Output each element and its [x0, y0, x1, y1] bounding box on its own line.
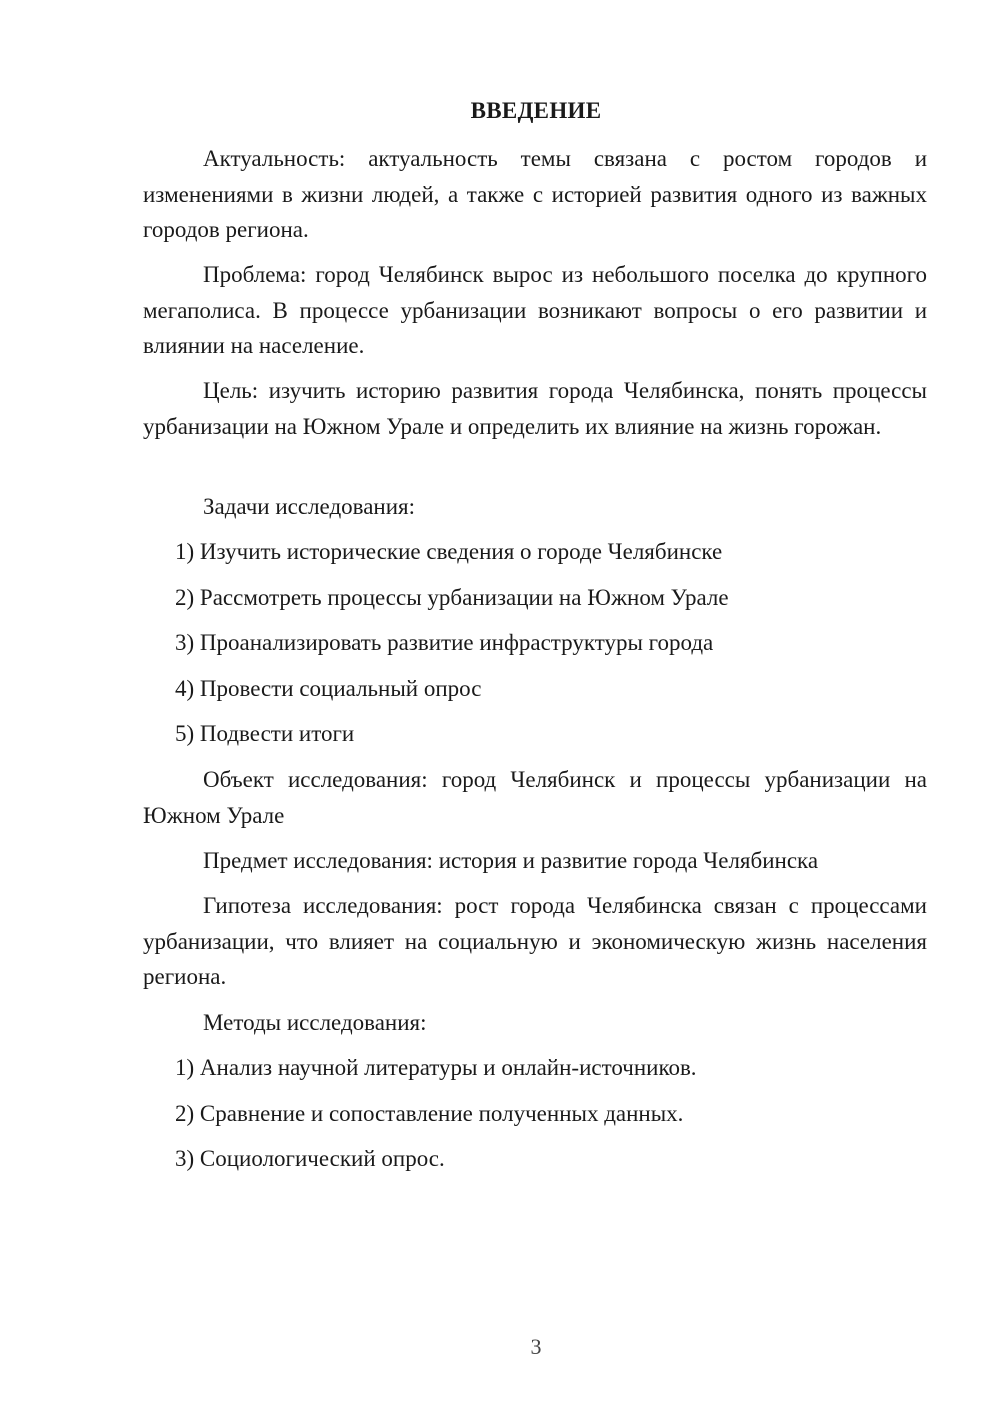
hypothesis-paragraph: Гипотеза исследования: рост города Челябинска связан с процессами урбанизации, что влияет на социальную и экономическую жизнь населения региона.: [143, 893, 927, 989]
method-item: 3) Социологический опрос.: [175, 1146, 445, 1171]
page-number: 3: [530, 1334, 542, 1359]
task-item: 3) Проанализировать развитие инфраструктуры города: [175, 630, 714, 655]
method-item: 2) Сравнение и сопоставление полученных данных.: [175, 1101, 684, 1126]
problem-paragraph: Проблема: город Челябинск вырос из небольшого поселка до крупного мегаполиса. В процессе урбанизации возникают вопросы о его развитии и влиянии на население.: [143, 262, 927, 358]
relevance-paragraph: Актуальность: актуальность темы связана с ростом городов и изменениями в жизни людей, а также с историей развития одного из важных городов региона.: [143, 146, 927, 242]
task-item: 4) Провести социальный опрос: [175, 676, 482, 701]
task-item: 5) Подвести итоги: [175, 721, 355, 746]
method-item: 1) Анализ научной литературы и онлайн-источников.: [175, 1055, 697, 1080]
task-item: 1) Изучить исторические сведения о городе Челябинске: [175, 539, 723, 564]
page-title: ВВЕДЕНИЕ: [470, 98, 602, 123]
subject-paragraph: Предмет исследования: история и развитие города Челябинска: [203, 848, 819, 873]
task-item: 2) Рассмотреть процессы урбанизации на Южном Урале: [175, 585, 729, 610]
goal-paragraph: Цель: изучить историю развития города Челябинска, понять процессы урбанизации на Южном Урале и определить их влияние на жизнь горожан.: [143, 378, 927, 439]
tasks-heading: Задачи исследования:: [203, 494, 416, 519]
methods-heading: Методы исследования:: [203, 1010, 427, 1035]
object-paragraph: Объект исследования: город Челябинск и процессы урбанизации на Южном Урале: [143, 767, 927, 828]
